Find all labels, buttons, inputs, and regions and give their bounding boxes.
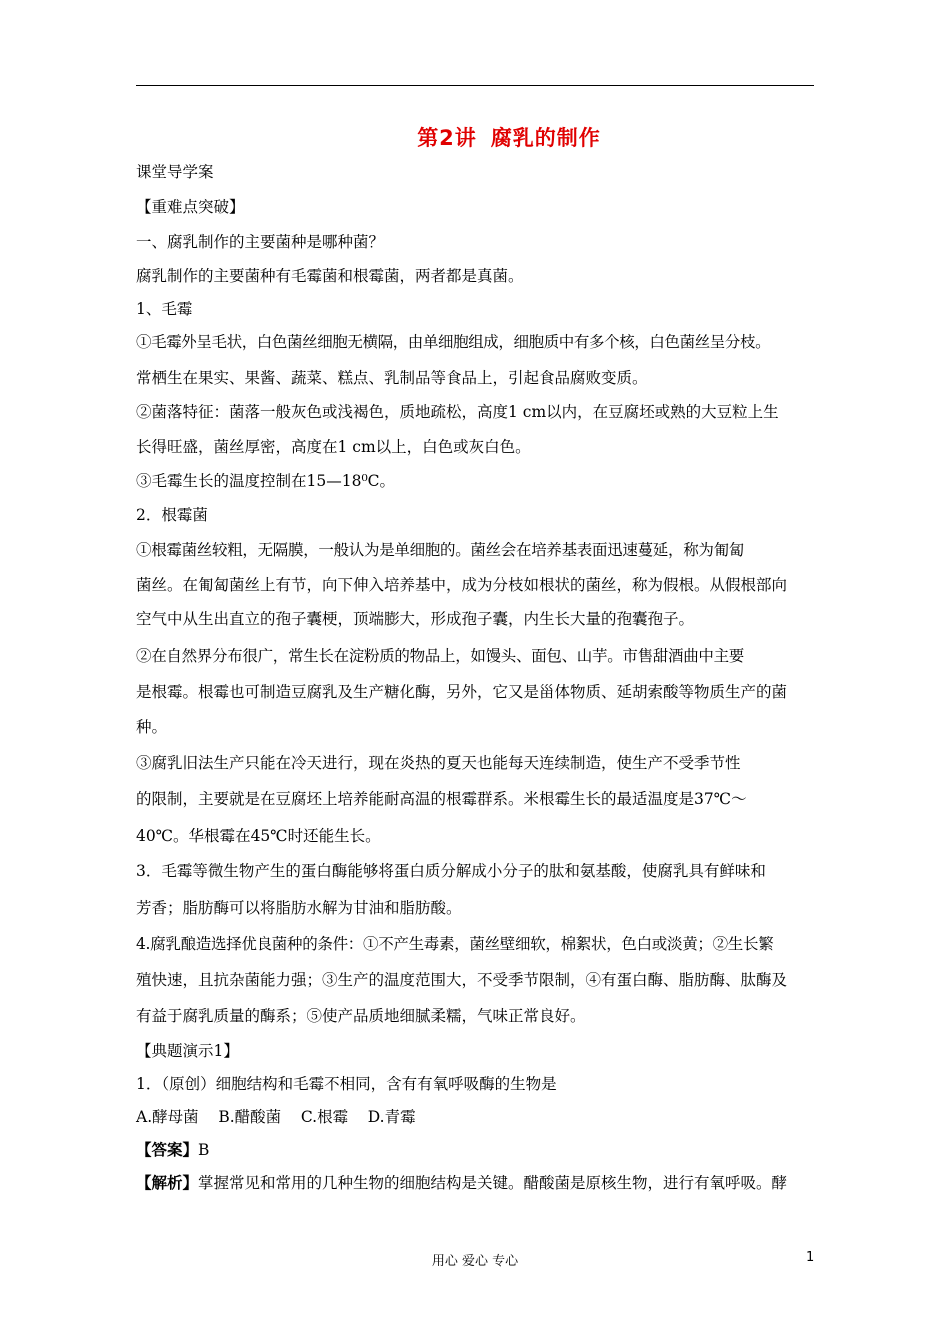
section-label: 课堂导学案 xyxy=(136,163,214,181)
body-line: ③腐乳旧法生产只能在冷天进行，现在炎热的夏天也能每天连续制造，使生产不受季节性 xyxy=(136,754,741,772)
body-line: ②在自然界分布很广，常生长在淀粉质的物品上，如馒头、面包、山芋。市售甜酒曲中主要 xyxy=(136,647,745,665)
body-line: 种。 xyxy=(136,718,168,736)
answer-value: B xyxy=(198,1141,210,1159)
heading-example: 【典题演示1】 xyxy=(136,1042,239,1060)
body-line: 40℃。华根霉在45℃时还能生长。 xyxy=(136,827,381,845)
answer-label: 【答案】 xyxy=(136,1140,199,1159)
analysis-line xyxy=(136,1173,816,1193)
body-line: 4.腐乳酿造选择优良菌种的条件：①不产生毒素，菌丝壁细软，棉絮状，色白或淡黄；②生长繁 xyxy=(136,935,774,953)
body-line: 空气中从生出直立的孢子囊梗，顶端膨大，形成孢子囊，内生长大量的孢囊孢子。 xyxy=(136,610,695,628)
answer-options: A.酵母菌 B.醋酸菌 C.根霉 D.青霉 xyxy=(136,1108,416,1126)
body-line: 3．毛霉等微生物产生的蛋白酶能够将蛋白质分解成小分子的肽和氨基酸，使腐乳具有鲜味和 xyxy=(136,862,766,880)
heading-key-points: 【重难点突破】 xyxy=(136,198,245,216)
lecture-name: 腐乳的制作 xyxy=(490,126,601,150)
body-line: 菌丝。在匍匐菌丝上有节，向下伸入培养基中，成为分枝如根状的菌丝，称为假根。从假根部向 xyxy=(136,576,788,594)
body-line: 的限制，主要就是在豆腐坯上培养能耐高温的根霉群系。米根霉生长的最适温度是37℃～ xyxy=(136,790,747,808)
subheading-mucor: 1、毛霉 xyxy=(136,300,193,318)
answer-line xyxy=(136,1140,816,1160)
analysis-text: 掌握常见和常用的几种生物的细胞结构是关键。醋酸菌是原核生物，进行有氧呼吸。酵 xyxy=(198,1174,788,1192)
body-line: 芳香；脂肪酶可以将脂肪水解为甘油和脂肪酸。 xyxy=(136,899,462,917)
question-heading: 一、腐乳制作的主要菌种是哪种菌？ xyxy=(136,233,385,251)
body-line: 是根霉。根霉也可制造豆腐乳及生产糖化酶，另外，它又是甾体物质、延胡索酸等物质生产的菌 xyxy=(136,683,788,701)
page-title xyxy=(0,122,950,152)
body-line: 有益于腐乳质量的酶系；⑤使产品质地细腻柔糯，气味正常良好。 xyxy=(136,1007,586,1025)
body-line: ②菌落特征：菌落一般灰色或浅褐色，质地疏松，高度1 cm以内，在豆腐坯或熟的大豆粒上生 xyxy=(136,403,779,421)
body-line: 腐乳制作的主要菌种有毛霉菌和根霉菌，两者都是真菌。 xyxy=(136,267,524,285)
body-line: 殖快速，且抗杂菌能力强；③生产的温度范围大，不受季节限制，④有蛋白酶、脂肪酶、肽酶及 xyxy=(136,971,788,989)
subheading-rhizopus: 2．根霉菌 xyxy=(136,506,208,524)
question-stem: 1．（原创）细胞结构和毛霉不相同，含有有氧呼吸酶的生物是 xyxy=(136,1075,557,1093)
analysis-label: 【解析】 xyxy=(136,1173,199,1192)
body-line: ③毛霉生长的温度控制在15—18⁰C。 xyxy=(136,472,396,490)
body-line: ①毛霉外呈毛状，白色菌丝细胞无横隔，由单细胞组成，细胞质中有多个核，白色菌丝呈分枝。 xyxy=(136,333,771,351)
body-line: 常栖生在果实、果酱、蔬菜、糕点、乳制品等食品上，引起食品腐败变质。 xyxy=(136,369,648,387)
footer-text: 用心 爱心 专心 xyxy=(431,1254,519,1269)
body-line: ①根霉菌丝较粗，无隔膜，一般认为是单细胞的。菌丝会在培养基表面迅速蔓延，称为匍匐 xyxy=(136,541,745,559)
lecture-number: 第2讲 xyxy=(417,126,477,150)
body-line: 长得旺盛，菌丝厚密，高度在1 cm以上，白色或灰白色。 xyxy=(136,438,531,456)
header-rule xyxy=(136,85,814,86)
page-number: 1 xyxy=(806,1250,815,1265)
